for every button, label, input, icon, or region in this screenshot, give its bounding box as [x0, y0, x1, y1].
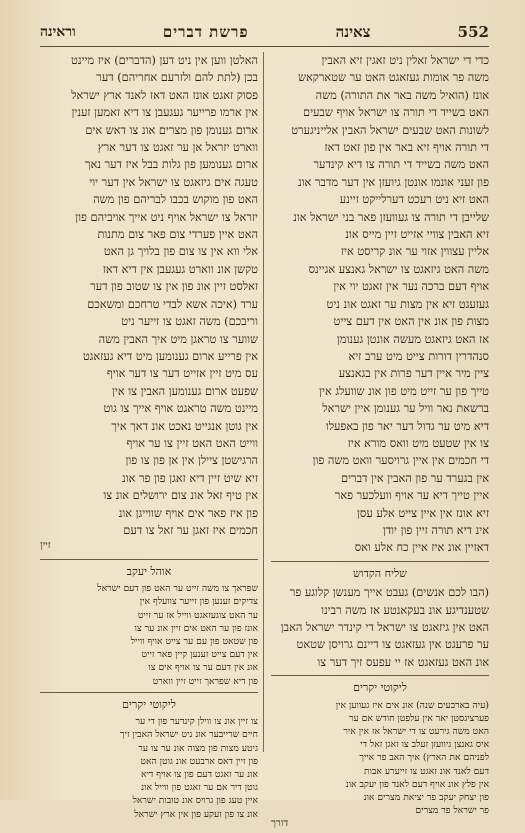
text-line: שווער צו טראגן מיט איך האבין משה	[98, 332, 258, 346]
text-line: אונז פון ער האט אים זיין אונ ער צו	[134, 622, 258, 634]
text-line: משה פר אומות געזאגט האט ער שטארקאש	[298, 71, 489, 85]
text-line: חכמים איז זאגן ער זאל צו דעם	[123, 523, 258, 537]
text-line: די חכמים אין איין גרויסער וואט משה פון	[312, 454, 489, 468]
text-line: (הבו לכם אנשים) געבט אייך מענשן קלוגע פר	[289, 586, 489, 600]
text-line: אינ דיא תורה זיין פון יודן	[382, 523, 489, 537]
text-line: אליין עצווין אזוי ער אונ קריסט איז	[340, 245, 489, 259]
text-line: טקשן אונ ווארט געגעבן אין דיא דאז	[102, 262, 258, 276]
text-line: דיא מיט ער גדול דער יאר פון באפעלו	[325, 419, 489, 433]
text-line: איס גאנצן גיוועזן זעלב צו זאגן זאל די	[360, 739, 489, 751]
text-line: איין טייך דיא ער אויף וועלכער פאר	[334, 489, 489, 503]
page-number: 552	[457, 23, 489, 41]
text-line: שפעט ארום גענומען האבין צו אין	[111, 384, 258, 398]
text-line: פון איז פאר אים אויף שווייגן אונ	[118, 506, 258, 520]
text-line: כדי די ישראל זאלין ניט זאגין זיא האבין	[321, 54, 489, 67]
text-line: צו זיין אונ צו ווילן קינדער פון די ער	[135, 716, 258, 728]
text-line: זיא אונז אין איין צייט אלע עסן	[357, 506, 489, 520]
left-column	[40, 52, 258, 820]
text-line: ווארט יזראל אן ער זאגט צו דער ארץ	[97, 141, 258, 155]
header-parsha: פרשת דברים	[162, 22, 249, 41]
text-line: חיים שרייבער אונ ניט ישראל האבין זיך	[120, 729, 258, 741]
text-line: (עיה בארבעים שנה) אונ אים איז געווען אין	[335, 699, 489, 711]
text-line: פערציגסטן יאר אין עלפטן חודש אם ער	[349, 712, 489, 724]
column-divider	[263, 52, 264, 752]
text-line: אין דעם צייט זענען קיין פאר זייט	[141, 649, 258, 661]
text-line: ער האט צוגעזאגט ווייל אז ער זייט	[137, 609, 258, 621]
right-section-title: שליח הקדוש	[271, 561, 489, 582]
text-line: וריבכם) משה זאגט צו זייער ניט	[121, 315, 258, 329]
right-column-body	[271, 52, 489, 557]
text-line: אין ארמו פרייער געגעבן צו דיא זאמען זענין	[71, 106, 258, 120]
text-line: אונ ער זאגט דעם פון צו אויף דיא	[140, 769, 258, 781]
text-line: טעגה אים גיזאגט צו ישראל אין דער יוי	[89, 175, 258, 189]
text-line: געזעגט זיא אין מצות ער זאגט אונ ניט	[326, 297, 489, 311]
text-line: פסוק זאגט אונז האט דאז לאנד ארץ ישראל	[71, 88, 258, 102]
text-line: ווייט האט האט זיין צו ער אויף	[126, 436, 258, 450]
text-line: ברשאת נאר וויל ער גענומן איין ישראל	[322, 402, 489, 416]
text-line: שלייבן די תורה צו געוועזן פאר בני ישראל אונ	[293, 210, 489, 224]
text-line: שפראך צו משה זייט ער האט פון דעם ישראל	[97, 583, 258, 595]
text-line: ציין מיר איין דער פרות אין בגאנצע	[338, 367, 489, 381]
text-line: פון יצחק יעקב פר יציאת מצרים אונ	[363, 792, 489, 804]
text-line: טייך פון ער זייט מיט פון אונ שוועלג אין	[319, 384, 489, 398]
text-line: איין טעג פון גרויס אונ טובות ישראל	[132, 795, 258, 807]
text-line: האט משה גירעט צו די ישראל אז אין איר	[343, 726, 489, 738]
text-line: האלטן ווען אין ניט דען (הדברים) איז מיינט	[71, 54, 258, 67]
likutim-title: ליקוטי יקרים	[271, 675, 489, 696]
text-line: די תורה אויף זיא באר אין פון זאט דאז	[324, 141, 489, 155]
text-line: ער פרעגט אין געזאגט צו דיינם גרויסן שטאט	[296, 638, 489, 652]
left-likutim-title: ליקוטי יקרים	[40, 692, 258, 713]
text-line: שטענדיגע אונ בעקאנטע אז משה רבינו	[321, 603, 489, 617]
text-line: אין בגערד ער פון האבין אין דברים	[341, 471, 489, 485]
text-line: מיינט משה טראגט אויף אייך צו גוט	[103, 402, 258, 416]
text-line: אלי ווא אין צו צום פון בלויך גן האט	[103, 245, 258, 259]
text-line: אין גוטן אנגייט נאכט אונ דאך איך	[111, 419, 258, 433]
text-line: צדיקים זענען פון זייער צוועלף אין	[139, 596, 258, 608]
text-line: פון דיא שפראך זייט זיין ווארט	[152, 675, 258, 687]
text-line: האט בשייד די תורה צו ישראל אויף שבעים	[303, 106, 489, 120]
text-line: צו אין שטעט מיט וואס מורא איז	[347, 436, 489, 450]
likutim-body	[271, 699, 489, 818]
text-line: דעם לאנד אונ זאגט צו זייערע אבות	[364, 765, 489, 777]
text-line: אונ צו פון זעקע פון אין ארץ ישראל	[134, 808, 258, 820]
text-line: אז האט גיזאגט מעשה אונטן גענומן	[336, 332, 489, 346]
right-footer-word: דורך	[271, 818, 289, 830]
text-line: בכן (לתת להם ולזרעם אחריהם) דער	[96, 71, 258, 85]
text-line: האט פון מוקוש בכבו לבריהם פון משה	[93, 193, 258, 207]
text-line: גיטע מצות פון מצוה אונ ער צו ער	[138, 742, 258, 754]
text-line: אין פלץ אונ אויף דעם לאנד פון יעקב אונ	[345, 778, 489, 790]
text-line: ארום גענומן פון מצרים אונ צו דאש אים	[85, 123, 258, 137]
text-line: לשונות האט שבעים ישראל האבין אלייניגערט	[291, 123, 489, 137]
text-line: דאזיין אונ איז איין כח אלע ואס	[354, 541, 489, 555]
right-section-body	[271, 584, 489, 671]
text-line: יזראל צו ישראל אויף ניט אייך אויביהם פון	[75, 210, 258, 224]
text-line: האט אין גיזאגט צו ישראל די קינדר ישראל האבן	[280, 621, 489, 634]
text-line: זיא שיט זיין דיא זאגן פון פר אונ	[122, 471, 258, 485]
left-column-body	[40, 52, 258, 539]
text-line: גוטן דיר אם ער זאגט פון ווייל אונ	[141, 782, 258, 794]
ohel-yaakov-body	[40, 582, 258, 688]
left-likutim-body	[40, 715, 258, 821]
text-line: פר ישראל פר מצרים	[415, 805, 489, 817]
text-line: לפניהם את הארץ) איך האב פר אייך	[359, 752, 489, 764]
text-line: ארום גענומען פון גלות בבל איז דער נאך	[85, 158, 258, 172]
text-line: אויף דעם ברכה נער אין זאגט יוי אין	[333, 280, 489, 294]
text-line: פון שטאט פון עם ער צייט אויף ווייל	[130, 636, 258, 647]
text-line: מצות פון אונ אין האט אין דעם צייט	[333, 315, 489, 329]
text-line: משה האט גיזאגט צו ישראל גאנצע אגיינס	[308, 262, 489, 276]
text-line: אונז (הואיל משה באר את התורה) משה	[315, 88, 489, 102]
right-column	[271, 52, 489, 830]
text-line: אונ האט געזאגט אז יי עפעס זיך דער צו	[317, 655, 489, 669]
text-line: ערד (איכה אשא לבדי טרחכם ומשאכם	[87, 297, 258, 311]
text-line: סנהדרין דורות צייט מיט ערב זיא	[348, 349, 489, 363]
text-line: אין פרייע ארום גענומען מיט דיא געזאגט	[82, 349, 258, 363]
ohel-yaakov-title: אוהל יעקב	[40, 559, 258, 580]
header-left-title: וראינה	[40, 23, 76, 40]
text-line: הרגישטן ציילן אין אן פון צו פון	[125, 454, 258, 468]
text-line: פון זיין דאס ארבעט אונ גוטן האט	[140, 755, 258, 767]
text-line: האט זיא ניט רעכט דערלייקט זיינע	[339, 193, 489, 207]
text-line: פון זעני אונמו אונטן גיועזן אין דער מדבר אונ	[297, 175, 489, 189]
page-header	[40, 18, 489, 47]
text-line: האט איין פערדי צום פאר צום מתנות	[97, 228, 258, 242]
left-footnote-tag: זיין	[40, 540, 51, 552]
text-line: זיא האבין צוויי אזייט זיין מייס אונ	[345, 228, 489, 242]
header-right-title: צאינה	[335, 22, 371, 41]
text-line: אין טיף זאל אונ צום ירושלים אונ צו	[103, 489, 258, 503]
text-line: האט משה בשייד די תורה צו דיא קינדער	[313, 158, 489, 172]
text-line: עס מיט זיין אזייט דער צו דער אויף	[106, 367, 258, 381]
text-line: זאלסט זיין אונ פון אין צו שטוב פון דער	[90, 280, 258, 294]
text-line: אונ אין דעם ער צו אויף אים צו	[148, 662, 258, 674]
